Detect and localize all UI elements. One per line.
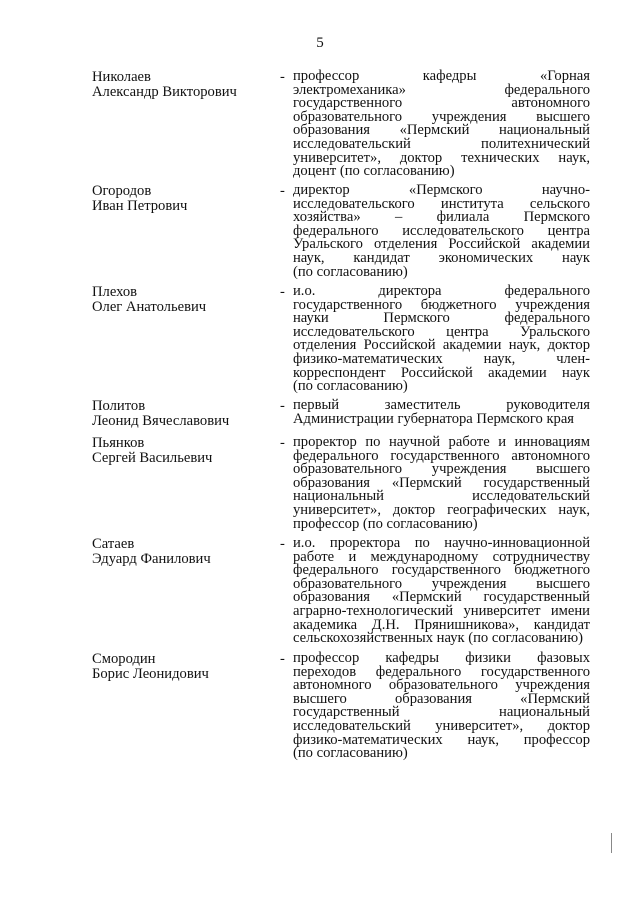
description-line: Уральского отделения Российской академии	[293, 236, 590, 253]
description-line: Администрации губернатора Пермского края	[293, 410, 575, 427]
description-line: университет», доктор технических наук,	[293, 149, 590, 166]
scan-edge-mark	[611, 833, 612, 853]
member-name	[92, 652, 282, 683]
member-surname: Сатаев	[92, 536, 135, 552]
member-given-names: Леонид Вячеславович	[92, 413, 230, 430]
description-line: государственного бюджетного учреждения	[293, 296, 590, 313]
description-line: и.о. директора федерального	[293, 283, 590, 299]
description-line: федерального исследовательского центра	[293, 222, 590, 239]
description-line: образовательного учреждения высшего	[293, 575, 590, 592]
description-line: наук, кандидат экономических наук	[293, 249, 590, 266]
description-line: директор «Пермского научно-	[293, 182, 590, 198]
description-line: отделения Российской академии наук, доктор	[293, 337, 590, 354]
description-line: (по согласованию)	[293, 378, 408, 395]
description-line: исследовательский политехнический	[293, 135, 590, 152]
entry-dash: -	[280, 651, 285, 667]
member-description	[293, 285, 590, 394]
member-given-names: Эдуард Фанилович	[92, 551, 211, 568]
description-line: федерального государственного автономного	[293, 447, 590, 464]
member-name	[92, 537, 282, 568]
description-line: первый заместитель руководителя	[293, 397, 590, 413]
description-line: переходов федерального государственного	[293, 663, 590, 680]
description-line: аграрно-технологический университет имени	[293, 602, 590, 619]
description-line: федерального государственного бюджетного	[293, 562, 590, 579]
member-name	[92, 184, 282, 215]
member-given-names: Олег Анатольевич	[92, 299, 207, 316]
description-line: образования «Пермский государственный	[293, 589, 590, 606]
description-line: и.о. проректора по научно-инновационной	[293, 535, 590, 551]
member-name	[92, 399, 282, 430]
description-line: профессор кафедры физики фазовых	[293, 650, 590, 666]
description-line: образовательного учреждения высшего	[293, 108, 590, 125]
entry-dash: -	[280, 183, 285, 199]
description-line: высшего образования «Пермский	[293, 690, 590, 707]
member-description	[293, 537, 590, 646]
member-surname: Смородин	[92, 651, 156, 667]
entry-dash: -	[280, 536, 285, 552]
description-line: государственного автономного	[293, 95, 590, 112]
entry-dash: -	[280, 435, 285, 451]
description-line: образования «Пермский национальный	[293, 122, 590, 139]
member-given-names: Борис Леонидович	[92, 666, 209, 683]
description-line: физико-математических наук, член-	[293, 350, 590, 367]
member-description	[293, 436, 590, 531]
description-line: корреспондент Российской академии наук	[293, 364, 590, 381]
description-line: исследовательского центра Уральского	[293, 323, 590, 340]
description-line: исследовательский университет», доктор	[293, 717, 590, 734]
description-line: работе и международному сотрудничеству	[293, 548, 590, 565]
description-line: национальный исследовательский	[293, 488, 590, 505]
entry-dash: -	[280, 398, 285, 414]
entry-dash: -	[280, 284, 285, 300]
description-line: науки Пермского федерального	[293, 310, 590, 327]
member-description	[293, 184, 590, 279]
description-line: образовательного учреждения высшего	[293, 461, 590, 478]
description-line: образования «Пермский государственный	[293, 474, 590, 491]
member-surname: Николаев	[92, 69, 151, 85]
description-line: (по согласованию)	[293, 745, 408, 762]
member-surname: Плехов	[92, 284, 138, 300]
description-line: автономного образовательного учреждения	[293, 677, 590, 694]
member-description	[293, 399, 590, 426]
member-name	[92, 436, 282, 467]
member-description	[293, 70, 590, 179]
member-name	[92, 285, 282, 316]
member-name	[92, 70, 282, 101]
description-line: (по согласованию)	[293, 263, 408, 280]
description-line: академика Д.Н. Прянишникова», кандидат	[293, 616, 590, 633]
description-line: сельскохозяйственных наук (по согласованию)	[293, 630, 583, 647]
description-line: университет», доктор географических наук,	[293, 501, 590, 518]
member-surname: Огородов	[92, 183, 152, 199]
description-line: доцент (по согласованию)	[293, 163, 455, 180]
member-given-names: Иван Петрович	[92, 198, 188, 215]
description-line: профессор кафедры «Горная	[293, 68, 590, 84]
member-given-names: Сергей Васильевич	[92, 450, 213, 467]
description-line: исследовательского института сельского	[293, 195, 590, 212]
member-description	[293, 652, 590, 761]
description-line: электромеханика» федерального	[293, 81, 590, 98]
description-line: физико-математических наук, профессор	[293, 731, 590, 748]
member-given-names: Александр Викторович	[92, 84, 237, 101]
member-surname: Пьянков	[92, 435, 145, 451]
description-line: государственный национальный	[293, 704, 590, 721]
page-number: 5	[316, 35, 324, 51]
description-line: профессор (по согласованию)	[293, 515, 478, 532]
description-line: хозяйства» – филиала Пермского	[293, 209, 590, 226]
description-line: проректор по научной работе и инновациям	[293, 434, 590, 450]
entry-dash: -	[280, 69, 285, 85]
member-surname: Политов	[92, 398, 146, 414]
